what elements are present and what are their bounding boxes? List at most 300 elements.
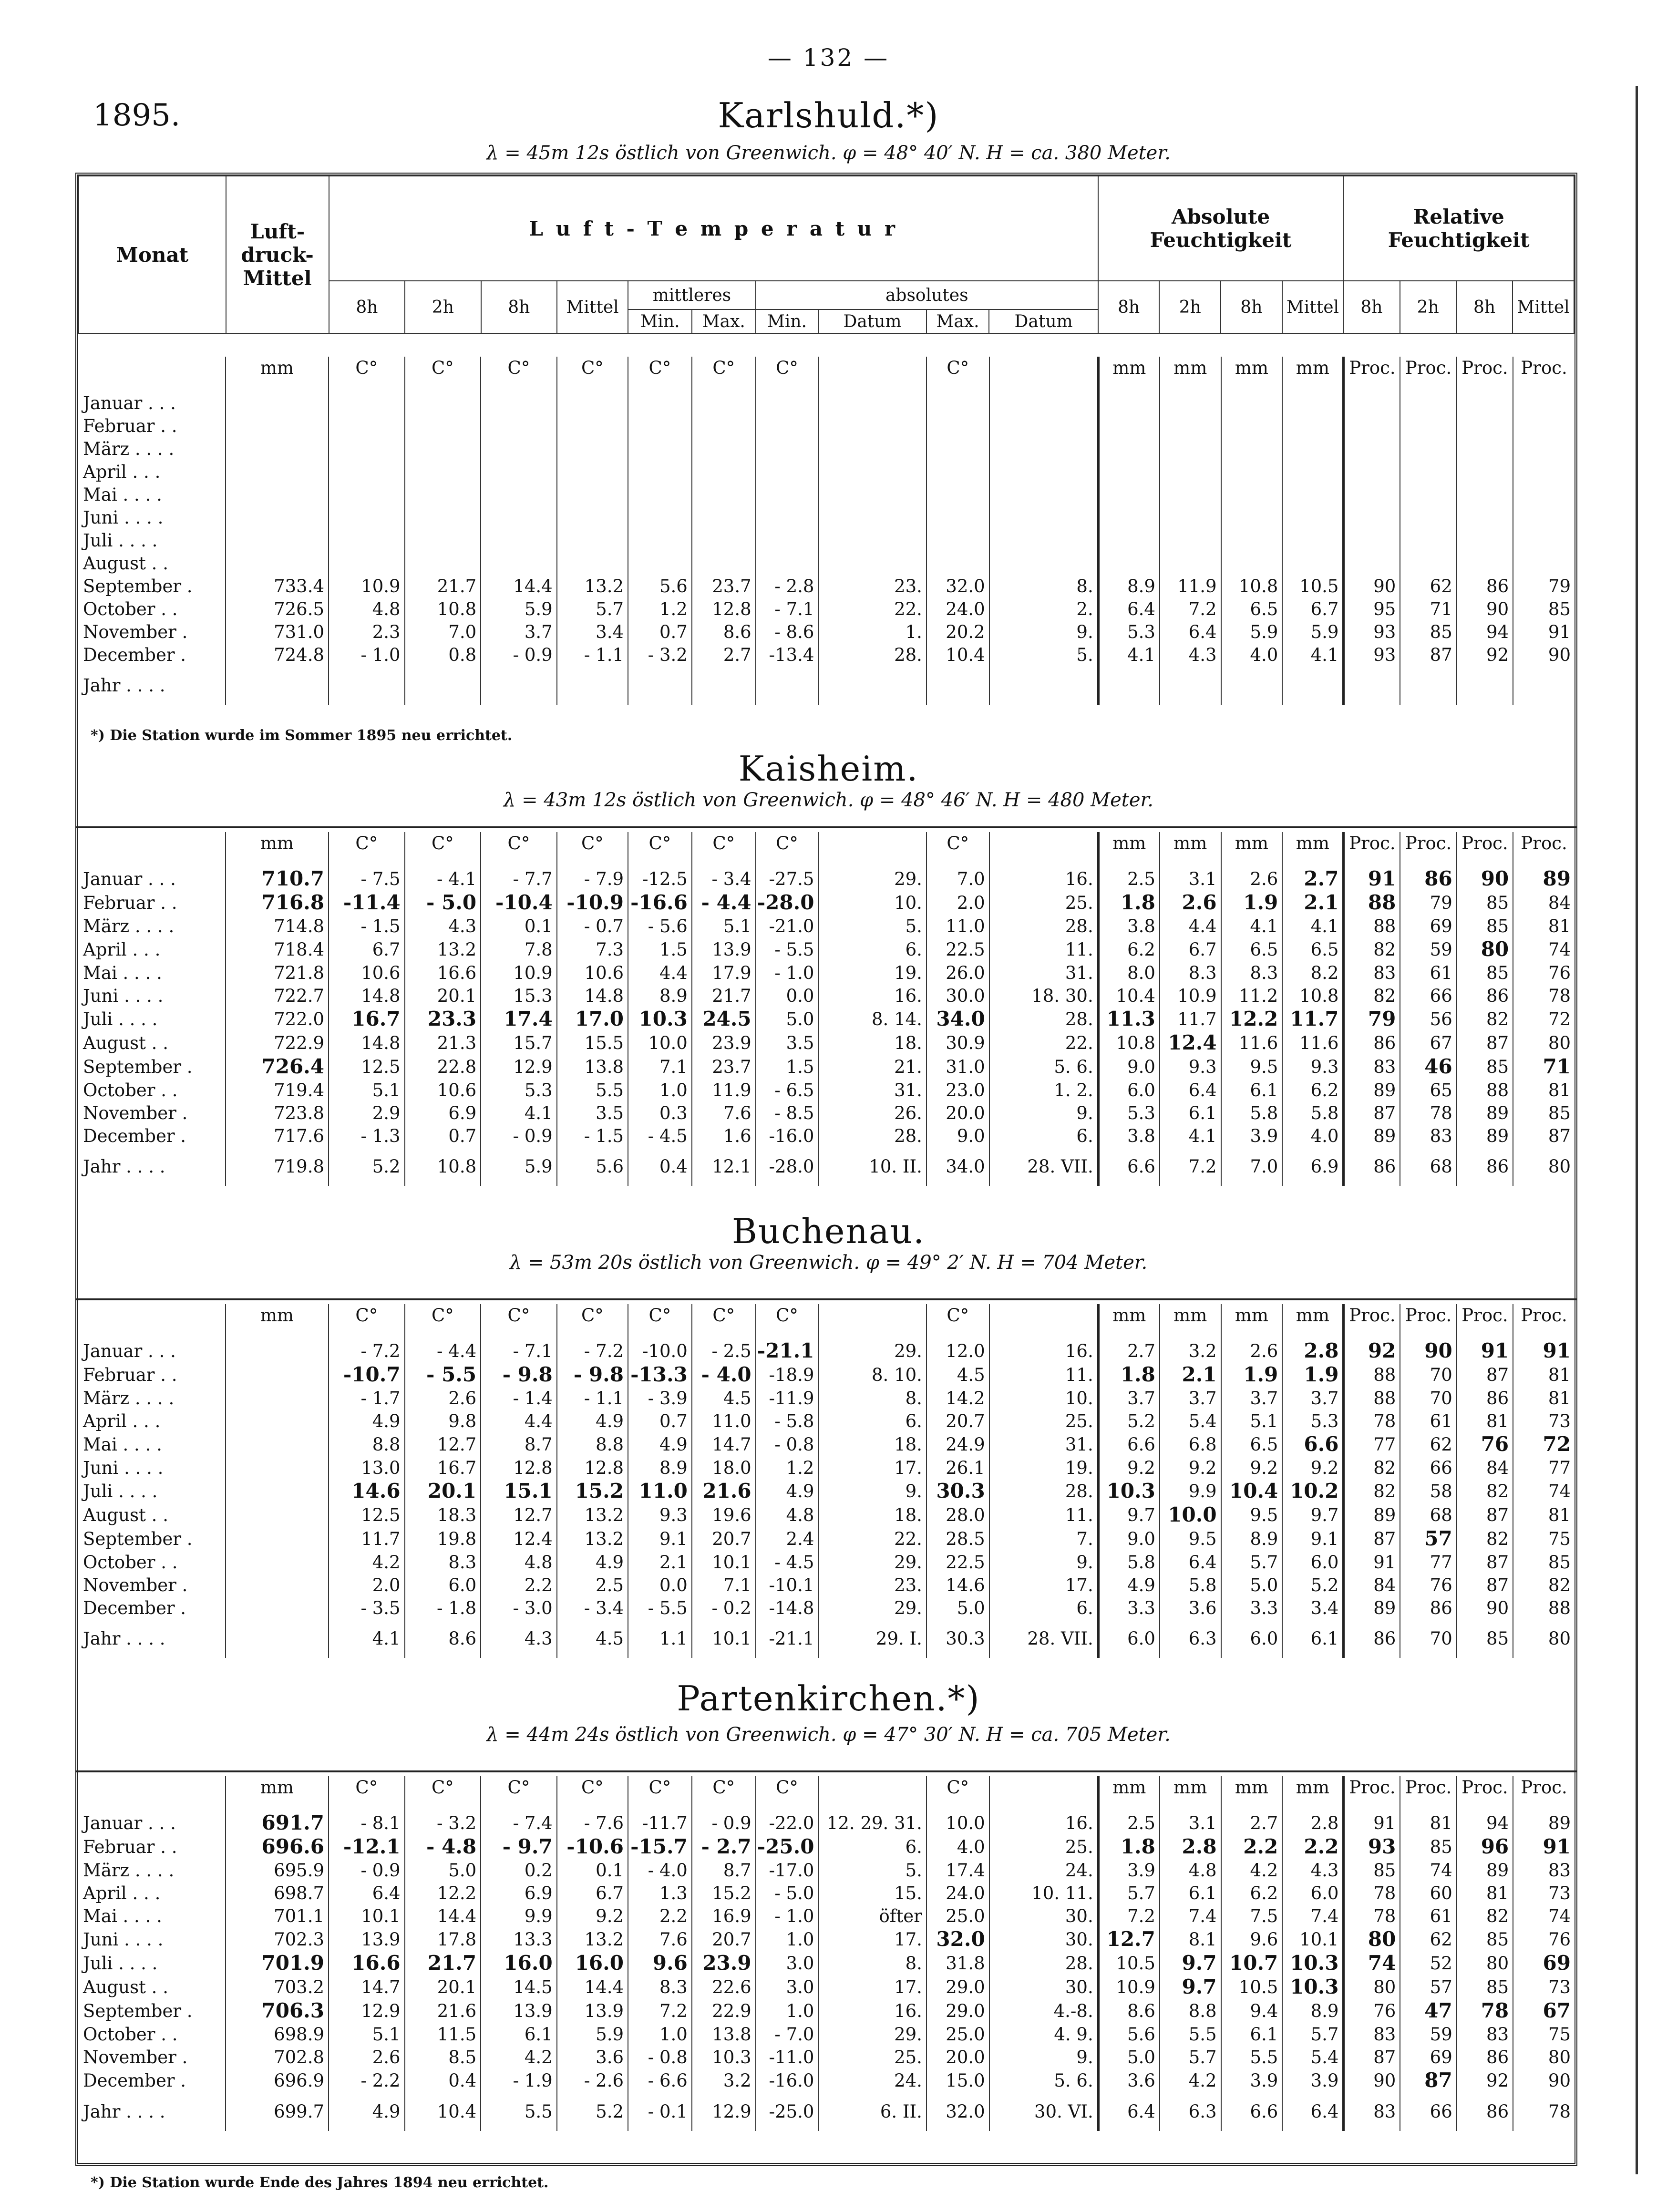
data-cell xyxy=(226,438,329,461)
data-cell: 9. xyxy=(989,621,1099,644)
spacer-row xyxy=(78,380,1575,392)
data-cell xyxy=(818,506,926,529)
header-absolutes-max-datum: Datum xyxy=(989,309,1098,333)
data-cell xyxy=(1098,461,1160,484)
bold-value: 92 xyxy=(1368,1339,1396,1362)
units-cell: C° xyxy=(557,357,628,380)
data-cell: 56 xyxy=(1400,1008,1456,1031)
units-cell: C° xyxy=(405,1304,481,1327)
data-cell xyxy=(557,1008,628,1031)
data-cell xyxy=(1513,552,1575,575)
data-cell: 31. xyxy=(989,962,1099,985)
data-cell: 24.0 xyxy=(926,598,989,621)
data-cell: 3.7 xyxy=(1221,1387,1283,1410)
data-cell: 1.0 xyxy=(756,1928,819,1952)
data-cell: 5.0 xyxy=(405,1859,481,1882)
data-cell xyxy=(329,1952,405,1975)
data-cell: 6.4 xyxy=(1160,621,1221,644)
data-cell: 85 xyxy=(1457,962,1513,985)
units-cell: C° xyxy=(481,1304,557,1327)
data-cell xyxy=(481,1008,557,1031)
table-row xyxy=(78,644,1575,667)
data-cell: 7.6 xyxy=(628,1928,692,1952)
data-cell: 9. xyxy=(818,1480,926,1503)
month-label: März . . . . xyxy=(83,1388,175,1409)
data-cell: 16. xyxy=(818,1999,926,2023)
data-cell: 80 xyxy=(1513,1620,1575,1658)
header-abs-2h: 2h xyxy=(1159,281,1221,333)
data-cell: 4.1 xyxy=(1098,644,1160,667)
units-cell: C° xyxy=(926,832,989,855)
bold-value: 67 xyxy=(1543,1999,1571,2022)
month-label: October . . xyxy=(83,1552,178,1573)
data-cell: 16. xyxy=(989,867,1099,891)
data-cell: 5.8 xyxy=(1098,1551,1160,1574)
spacer-cell xyxy=(1457,855,1513,867)
data-cell xyxy=(1513,1999,1575,2023)
table-row xyxy=(78,1079,1575,1102)
data-cell: 86 xyxy=(1457,985,1513,1008)
data-cell: 3.4 xyxy=(1282,1597,1344,1620)
data-cell: -11.0 xyxy=(756,2046,819,2069)
data-cell xyxy=(1098,438,1160,461)
data-cell: 5.4 xyxy=(1282,2046,1344,2069)
table-row xyxy=(78,1008,1575,1031)
data-cell: 6.0 xyxy=(1098,1079,1160,1102)
data-cell: 28.5 xyxy=(926,1527,989,1551)
data-cell: 6.9 xyxy=(405,1102,481,1125)
spacer-cell xyxy=(1344,380,1400,392)
data-cell: 2.6 xyxy=(1221,1339,1283,1363)
header-mittleres-max: Max. xyxy=(692,309,756,333)
data-cell xyxy=(1457,415,1513,438)
data-cell: 6.3 xyxy=(1160,1620,1221,1658)
data-cell: 1.5 xyxy=(756,1055,819,1079)
data-cell: 5.9 xyxy=(481,1148,557,1186)
data-cell: 1. xyxy=(818,621,926,644)
data-cell: 4.4 xyxy=(1160,915,1221,938)
data-cell: 85 xyxy=(1513,1102,1575,1125)
data-cell: 7.0 xyxy=(405,621,481,644)
data-cell: 6. xyxy=(989,1125,1099,1148)
table-row xyxy=(78,1952,1575,1975)
data-cell xyxy=(818,667,926,705)
data-cell: 7.0 xyxy=(1221,1148,1283,1186)
bold-value: 1.9 xyxy=(1243,1363,1278,1386)
data-cell: 12.5 xyxy=(329,1503,405,1527)
spacer-cell xyxy=(1282,380,1344,392)
units-cell xyxy=(818,1776,926,1799)
data-cell xyxy=(1513,529,1575,552)
data-cell: 10.9 xyxy=(1160,985,1221,1008)
data-cell: 1.2 xyxy=(756,1457,819,1480)
data-cell: 18. xyxy=(818,1433,926,1457)
header-rel-mittel: Mittel xyxy=(1513,281,1574,333)
data-cell xyxy=(481,1835,557,1859)
data-cell xyxy=(628,891,692,915)
data-cell: 6.3 xyxy=(1160,2093,1221,2131)
data-cell xyxy=(405,415,481,438)
bold-value: 706.3 xyxy=(261,1999,325,2022)
data-cell: 5.9 xyxy=(1282,621,1344,644)
data-cell: - 7.5 xyxy=(329,867,405,891)
data-cell xyxy=(1282,1480,1344,1503)
bold-value: 11.0 xyxy=(638,1480,688,1502)
data-cell: 76 xyxy=(1344,1999,1400,2023)
data-cell: - 0.9 xyxy=(692,1811,756,1835)
data-cell: 17. xyxy=(818,1928,926,1952)
data-cell: 30. VI. xyxy=(989,2093,1099,2131)
data-cell: 724.8 xyxy=(226,644,329,667)
data-cell: 62 xyxy=(1400,1928,1456,1952)
data-cell: -13.4 xyxy=(756,644,819,667)
data-cell xyxy=(481,461,557,484)
data-cell: 3.4 xyxy=(557,621,628,644)
data-cell: 7.8 xyxy=(481,938,557,962)
data-cell: 83 xyxy=(1344,2023,1400,2046)
data-cell: 74 xyxy=(1513,1905,1575,1928)
table-row xyxy=(78,415,1575,438)
data-cell: 9.2 xyxy=(1160,1457,1221,1480)
month-label: April . . . xyxy=(83,1411,161,1431)
table-row xyxy=(78,575,1575,598)
header-temp-8h-evening: 8h xyxy=(481,281,557,333)
data-cell: 5.8 xyxy=(1221,1102,1283,1125)
units-cell: C° xyxy=(405,832,481,855)
data-cell: 6.1 xyxy=(1221,2023,1283,2046)
data-cell: 23.0 xyxy=(926,1079,989,1102)
data-cell: - 7.0 xyxy=(756,2023,819,2046)
data-cell xyxy=(1400,484,1456,506)
data-cell: 8. 14. xyxy=(818,1008,926,1031)
month-label: Juli . . . . xyxy=(83,1009,158,1029)
data-cell: 4.1 xyxy=(1160,1125,1221,1148)
data-cell: 4.5 xyxy=(557,1620,628,1658)
bold-value: 88 xyxy=(1368,891,1396,914)
data-cell: 14.4 xyxy=(557,1975,628,1999)
annual-row xyxy=(78,2093,1575,2131)
header-abs-mittel: Mittel xyxy=(1282,281,1344,333)
data-cell: 94 xyxy=(1457,621,1513,644)
data-cell xyxy=(1160,529,1221,552)
data-cell: 10.1 xyxy=(1282,1928,1344,1952)
spacer-cell xyxy=(557,1327,628,1339)
data-cell xyxy=(756,461,819,484)
data-cell xyxy=(1160,1952,1221,1975)
data-cell xyxy=(692,1835,756,1859)
month-label: Juli . . . . xyxy=(83,1481,158,1502)
table-row xyxy=(78,1055,1575,1079)
data-cell: 8.8 xyxy=(329,1433,405,1457)
data-cell: 82 xyxy=(1344,1480,1400,1503)
data-cell: -21.1 xyxy=(756,1620,819,1658)
data-cell: - 0.9 xyxy=(481,1125,557,1148)
data-cell xyxy=(481,552,557,575)
bold-value: 86 xyxy=(1424,867,1452,890)
data-cell xyxy=(692,438,756,461)
data-cell: 714.8 xyxy=(226,915,329,938)
data-cell xyxy=(1457,461,1513,484)
data-cell: 9. xyxy=(989,2046,1099,2069)
units-cell: C° xyxy=(481,832,557,855)
data-cell: 89 xyxy=(1344,1503,1400,1527)
units-cell: Proc. xyxy=(1457,832,1513,855)
table-row xyxy=(78,506,1575,529)
data-cell xyxy=(226,1811,329,1835)
month-label: Februar . . xyxy=(83,416,177,436)
data-cell xyxy=(1344,552,1400,575)
data-cell: - 1.1 xyxy=(557,1387,628,1410)
data-cell: 87 xyxy=(1400,644,1456,667)
units-cell: Proc. xyxy=(1344,357,1400,380)
data-cell: 24. xyxy=(818,2069,926,2093)
bold-value: 87 xyxy=(1424,2069,1452,2092)
month-label: Januar . . . xyxy=(83,393,176,413)
data-cell: 84 xyxy=(1344,1574,1400,1597)
spacer-row xyxy=(78,1327,1575,1339)
data-cell xyxy=(1457,392,1513,415)
data-cell: 4.8 xyxy=(1160,1859,1221,1882)
bold-value: 2.7 xyxy=(1304,867,1339,890)
data-cell xyxy=(628,392,692,415)
data-cell: 66 xyxy=(1400,985,1456,1008)
data-cell: 57 xyxy=(1400,1975,1456,1999)
data-cell: - 1.5 xyxy=(557,1125,628,1148)
data-cell: 4.4 xyxy=(481,1410,557,1433)
data-cell: - 0.9 xyxy=(481,644,557,667)
data-cell: 696.9 xyxy=(226,2069,329,2093)
data-cell: 24.0 xyxy=(926,1882,989,1905)
data-cell xyxy=(1160,1031,1221,1055)
spacer-cell xyxy=(1400,380,1456,392)
month-label: Juli . . . . xyxy=(83,1953,158,1974)
data-cell: 6.6 xyxy=(1221,2093,1283,2131)
units-cell: mm xyxy=(226,357,329,380)
data-cell: 8.0 xyxy=(1098,962,1160,985)
spacer-cell xyxy=(481,1327,557,1339)
data-cell: 6.8 xyxy=(1160,1433,1221,1457)
bold-value: 78 xyxy=(1481,1999,1509,2022)
bold-value: 691.7 xyxy=(261,1811,325,1834)
data-cell: 9.9 xyxy=(1160,1480,1221,1503)
units-cell: C° xyxy=(329,357,405,380)
bold-value: 23.9 xyxy=(702,1952,751,1975)
data-cell: 6.4 xyxy=(1160,1551,1221,1574)
units-cell xyxy=(818,357,926,380)
spacer-cell xyxy=(756,855,819,867)
spacer-cell xyxy=(1160,855,1221,867)
data-cell: 91 xyxy=(1513,621,1575,644)
data-cell: 6.4 xyxy=(1282,2093,1344,2131)
data-cell: 4.8 xyxy=(329,598,405,621)
data-cell: 5.7 xyxy=(1160,2046,1221,2069)
data-cell: 10.5 xyxy=(1221,1975,1283,1999)
bold-value: 17.0 xyxy=(575,1008,624,1030)
bold-value: -10.6 xyxy=(566,1835,624,1858)
data-cell: 24. xyxy=(989,1859,1099,1882)
spacer-cell xyxy=(226,380,329,392)
table-row xyxy=(78,1999,1575,2023)
data-cell: 9. xyxy=(989,1102,1099,1125)
header-lufttemperatur: L u f t - T e m p e r a t u r xyxy=(329,176,1098,281)
data-cell xyxy=(1344,1835,1400,1859)
data-cell: 4.8 xyxy=(756,1503,819,1527)
data-cell xyxy=(628,529,692,552)
data-cell: 10.6 xyxy=(405,1079,481,1102)
bold-value: 12.7 xyxy=(1106,1928,1155,1951)
table-row xyxy=(78,1102,1575,1125)
data-cell xyxy=(329,392,405,415)
data-cell: 14.7 xyxy=(329,1975,405,1999)
table-row xyxy=(78,962,1575,985)
data-cell: 6.6 xyxy=(1098,1148,1160,1186)
data-cell xyxy=(628,1008,692,1031)
data-cell: 4.9 xyxy=(628,1433,692,1457)
month-label: Februar . . xyxy=(83,1837,177,1857)
data-cell: 82 xyxy=(1344,985,1400,1008)
data-cell: 13.8 xyxy=(692,2023,756,2046)
data-cell xyxy=(692,484,756,506)
bold-value: 30.3 xyxy=(936,1480,985,1502)
data-cell: 29.0 xyxy=(926,1999,989,2023)
spacer-cell xyxy=(1513,855,1575,867)
month-label: September . xyxy=(83,1529,193,1549)
data-cell xyxy=(557,438,628,461)
spacer-cell xyxy=(78,1799,226,1811)
data-cell: 90 xyxy=(1344,575,1400,598)
data-cell: 11.5 xyxy=(405,2023,481,2046)
data-cell: 24.9 xyxy=(926,1433,989,1457)
data-cell: 6. xyxy=(818,938,926,962)
table-row xyxy=(78,1859,1575,1882)
data-cell: 12.7 xyxy=(481,1503,557,1527)
month-label: Jahr . . . . xyxy=(83,1628,165,1649)
data-cell: 70 xyxy=(1400,1387,1456,1410)
data-cell xyxy=(926,552,989,575)
bold-value: 11.7 xyxy=(1290,1008,1339,1030)
data-cell xyxy=(405,484,481,506)
data-cell: 67 xyxy=(1400,1031,1456,1055)
data-cell: 3.7 xyxy=(481,621,557,644)
data-cell: 17. xyxy=(989,1574,1099,1597)
table-row xyxy=(78,1551,1575,1574)
spacer-row xyxy=(78,1799,1575,1811)
data-cell: 11.0 xyxy=(926,915,989,938)
data-cell: 20.1 xyxy=(405,1975,481,1999)
data-cell: 3.9 xyxy=(1221,2069,1283,2093)
data-cell xyxy=(989,552,1099,575)
bold-value: 12.4 xyxy=(1168,1031,1217,1054)
spacer-cell xyxy=(1344,855,1400,867)
data-cell: 4.8 xyxy=(481,1551,557,1574)
data-cell: 22.9 xyxy=(692,1999,756,2023)
data-cell xyxy=(1513,1952,1575,1975)
data-cell xyxy=(1160,438,1221,461)
data-cell: 25.0 xyxy=(926,1905,989,1928)
header-temp-2h: 2h xyxy=(405,281,481,333)
annual-row xyxy=(78,667,1575,705)
month-label: November . xyxy=(83,622,188,642)
data-cell xyxy=(405,891,481,915)
data-cell: 4.2 xyxy=(1160,2069,1221,2093)
data-cell: 726.5 xyxy=(226,598,329,621)
data-cell: 10.6 xyxy=(557,962,628,985)
spacer-cell xyxy=(1160,1799,1221,1811)
data-cell: 4.2 xyxy=(329,1551,405,1574)
data-cell: - 4.1 xyxy=(405,867,481,891)
data-cell: 73 xyxy=(1513,1410,1575,1433)
data-cell: 20.0 xyxy=(926,2046,989,2069)
data-cell: 0.0 xyxy=(628,1574,692,1597)
data-cell: 1.6 xyxy=(692,1125,756,1148)
data-cell: 81 xyxy=(1400,1811,1456,1835)
data-cell: 5.5 xyxy=(1221,2046,1283,2069)
data-cell xyxy=(628,1835,692,1859)
bold-value: -10.9 xyxy=(566,891,624,914)
data-cell xyxy=(1400,506,1456,529)
month-label: Mai . . . . xyxy=(83,1906,162,1926)
bold-value: -12.1 xyxy=(343,1835,401,1858)
data-cell: 18.0 xyxy=(692,1457,756,1480)
data-cell xyxy=(1457,438,1513,461)
data-cell: 4.3 xyxy=(481,1620,557,1658)
data-cell: - 1.0 xyxy=(756,1905,819,1928)
data-cell: 5.1 xyxy=(692,915,756,938)
month-label: Juni . . . . xyxy=(83,986,164,1006)
data-cell: -16.0 xyxy=(756,2069,819,2093)
data-cell xyxy=(481,891,557,915)
data-cell xyxy=(756,529,819,552)
spacer-cell xyxy=(78,1327,226,1339)
data-cell: 21.3 xyxy=(405,1031,481,1055)
data-cell xyxy=(329,552,405,575)
data-cell xyxy=(1344,867,1400,891)
units-cell: mm xyxy=(1098,357,1160,380)
data-cell: 20.7 xyxy=(692,1928,756,1952)
data-cell: 88 xyxy=(1344,1363,1400,1387)
data-cell: 3.7 xyxy=(1282,1387,1344,1410)
spacer-cell xyxy=(329,380,405,392)
header-mittleres-min: Min. xyxy=(628,309,692,333)
data-cell: 78 xyxy=(1513,2093,1575,2131)
data-cell xyxy=(989,506,1099,529)
data-cell xyxy=(557,1363,628,1387)
data-cell: - 8.5 xyxy=(756,1102,819,1125)
units-cell: mm xyxy=(1221,357,1283,380)
bold-value: 2.8 xyxy=(1182,1835,1217,1858)
data-cell xyxy=(557,392,628,415)
data-cell: - 0.2 xyxy=(692,1597,756,1620)
data-cell xyxy=(481,506,557,529)
data-cell: - 1.9 xyxy=(481,2069,557,2093)
units-cell: mm xyxy=(1282,1776,1344,1799)
data-cell xyxy=(329,461,405,484)
data-cell xyxy=(628,667,692,705)
data-cell: 82 xyxy=(1457,1480,1513,1503)
data-cell xyxy=(818,552,926,575)
data-cell: 14.8 xyxy=(329,1031,405,1055)
data-cell: 6.5 xyxy=(1282,938,1344,962)
bold-value: 16.6 xyxy=(351,1952,401,1975)
data-cell: 5.5 xyxy=(481,2093,557,2131)
data-cell: 10.6 xyxy=(329,962,405,985)
data-cell: 6.1 xyxy=(1160,1102,1221,1125)
data-cell: 3.0 xyxy=(756,1952,819,1975)
data-cell: 10.0 xyxy=(628,1031,692,1055)
bold-value: 76 xyxy=(1481,1433,1509,1456)
data-cell xyxy=(481,438,557,461)
table-row xyxy=(78,867,1575,891)
